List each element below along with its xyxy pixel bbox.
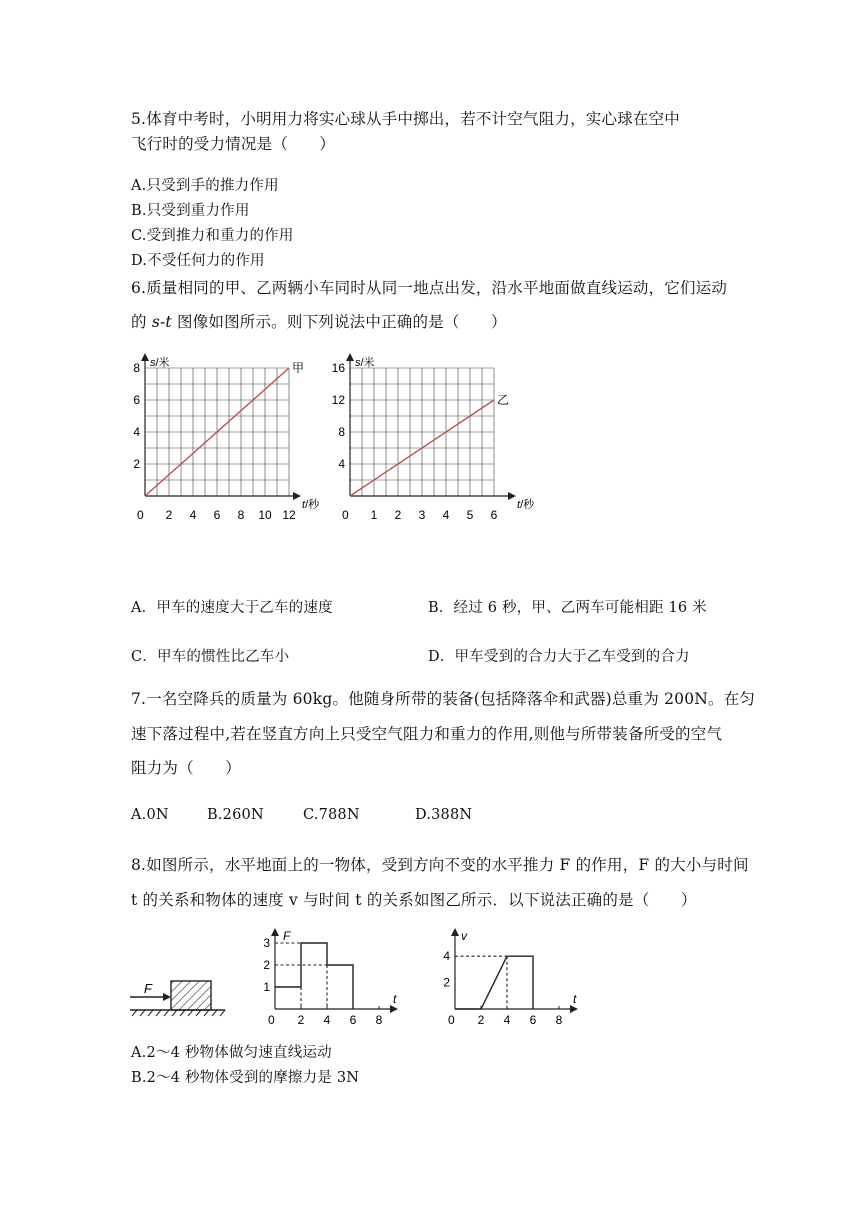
chart-v-x-tick: 2 xyxy=(477,1013,485,1027)
q8-option-a: A.2～4 秒物体做匀速直线运动 xyxy=(131,1045,332,1061)
chart-f-ylabel: F xyxy=(283,929,291,943)
chart-jia-xlabel: t/秒 xyxy=(302,499,320,511)
chart-jia-series-label: 甲 xyxy=(292,361,305,375)
chart-jia-x-tick: 2 xyxy=(165,508,173,522)
chart-jia-origin: 0 xyxy=(137,508,144,522)
ground-hatching xyxy=(132,1010,225,1016)
q8-option-b: B.2～4 秒物体受到的摩擦力是 3N xyxy=(131,1070,360,1086)
chart-yi-y-tick: 4 xyxy=(338,457,345,471)
q5-stem-line2: 飞行时的受力情况是（ ） xyxy=(131,135,336,153)
q7-option-c: C.788N xyxy=(303,807,360,823)
block xyxy=(171,981,211,1010)
q6-option-a: A．甲车的速度大于乙车的速度 xyxy=(131,600,333,616)
chart-f-x-tick: 6 xyxy=(349,1013,357,1027)
chart-yi-y-tick: 16 xyxy=(331,361,345,375)
chart-yi-x-tick: 4 xyxy=(442,508,450,522)
chart-yi-y-tick: 12 xyxy=(331,393,345,407)
chart-yi-x-arrow xyxy=(508,492,516,500)
chart-f-series-line xyxy=(275,943,353,1009)
chart-jia xyxy=(125,352,330,524)
chart-velocity-time xyxy=(435,925,585,1030)
q7-option-a: A.0N xyxy=(131,807,169,823)
q6-option-b: B．经过 6 秒，甲、乙两车可能相距 16 米 xyxy=(428,600,707,616)
q7-stem-line3: 阻力为（ ） xyxy=(131,759,241,777)
chart-v-y-arrow xyxy=(451,928,459,936)
chart-jia-x-tick: 10 xyxy=(258,508,272,522)
q5-option-c: C.受到推力和重力的作用 xyxy=(131,228,294,244)
chart-yi-x-tick: 2 xyxy=(394,508,402,522)
chart-v-x-tick: 8 xyxy=(555,1013,563,1027)
q6-option-c: C．甲车的惯性比乙车小 xyxy=(131,649,290,665)
chart-v-ylabel: v xyxy=(461,929,467,943)
chart-yi-x-tick: 6 xyxy=(490,508,498,522)
chart-yi-y-tick: 8 xyxy=(338,425,345,439)
q7-stem-line2: 速下落过程中,若在竖直方向上只受空气阻力和重力的作用,则他与所带装备所受的空气 xyxy=(131,725,723,743)
block-on-ground-figure xyxy=(127,968,227,1024)
chart-v-x-tick: 6 xyxy=(529,1013,537,1027)
chart-v-origin: 0 xyxy=(448,1013,455,1027)
chart-v-y-tick: 2 xyxy=(443,975,450,990)
q6-stem-line1: 6.质量相同的甲、乙两辆小车同时从同一地点出发，沿水平地面做直线运动，它们运动 xyxy=(131,279,728,297)
chart-jia-x-tick: 12 xyxy=(282,508,296,522)
chart-yi-grid xyxy=(350,368,494,496)
chart-v-xlabel: t xyxy=(573,992,577,1006)
chart-yi-x-tick: 1 xyxy=(370,508,378,522)
q6-option-d: D．甲车受到的合力大于乙车受到的合力 xyxy=(428,649,690,665)
chart-f-x-arrow xyxy=(390,1005,398,1013)
chart-v-y-tick: 4 xyxy=(443,949,450,964)
chart-yi-ylabel: s/米 xyxy=(355,357,375,369)
chart-jia-x-tick: 8 xyxy=(237,508,245,522)
q6-stem-st: s-t xyxy=(151,313,172,331)
chart-f-y-tick: 1 xyxy=(263,980,270,994)
chart-f-x-tick: 4 xyxy=(323,1013,331,1027)
chart-jia-x-tick: 6 xyxy=(213,508,221,522)
q6-stem-line2: 的 s-t 图像如图所示。则下列说法中正确的是（ ） xyxy=(131,313,507,331)
force-arrow-head xyxy=(163,993,171,1001)
chart-jia-y-tick: 2 xyxy=(133,457,140,471)
chart-yi-origin: 0 xyxy=(342,508,349,522)
chart-yi xyxy=(330,352,545,524)
q8-stem-line1: 8.如图所示，水平地面上的一物体，受到方向不变的水平推力 F 的作用，F 的大小与时间 xyxy=(131,856,749,874)
chart-f-y-arrow xyxy=(271,928,279,936)
chart-f-xlabel: t xyxy=(393,992,397,1006)
q7-option-b: B.260N xyxy=(207,807,264,823)
force-label: F xyxy=(144,981,152,996)
q5-option-d: D.不受任何力的作用 xyxy=(131,253,265,269)
chart-jia-y-arrow xyxy=(141,353,149,361)
chart-jia-ylabel: s/米 xyxy=(150,357,170,369)
chart-yi-x-tick: 3 xyxy=(418,508,426,522)
chart-v-series-line xyxy=(455,956,533,1009)
q7-stem-line1: 7.一名空降兵的质量为 60kg。他随身所带的装备(包括降落伞和武器)总重为 200N。在匀 xyxy=(131,690,756,708)
chart-yi-y-arrow xyxy=(346,353,354,361)
q5-option-b: B.只受到重力作用 xyxy=(131,203,250,219)
chart-yi-xlabel: t/秒 xyxy=(517,499,535,511)
chart-jia-y-tick: 6 xyxy=(133,393,140,407)
chart-jia-y-tick: 4 xyxy=(133,425,140,439)
chart-v-x-arrow xyxy=(570,1005,578,1013)
chart-jia-y-tick: 8 xyxy=(133,361,140,375)
chart-yi-x-tick: 5 xyxy=(466,508,474,522)
chart-jia-x-arrow xyxy=(293,492,301,500)
chart-jia-x-tick: 4 xyxy=(189,508,197,522)
chart-force-time xyxy=(255,925,405,1030)
q5-stem-line1: 5.体育中考时，小明用力将实心球从手中掷出，若不计空气阻力，实心球在空中 xyxy=(131,110,680,128)
q7-option-d: D.388N xyxy=(415,807,473,823)
chart-v-x-tick: 4 xyxy=(503,1013,511,1027)
q5-option-a: A.只受到手的推力作用 xyxy=(131,178,279,194)
chart-f-y-tick: 3 xyxy=(263,936,270,950)
chart-f-x-tick: 2 xyxy=(297,1013,305,1027)
chart-yi-series-label: 乙 xyxy=(497,393,510,407)
chart-f-origin: 0 xyxy=(268,1013,275,1027)
chart-f-y-tick: 2 xyxy=(263,958,270,972)
q8-stem-line2: t 的关系和物体的速度 v 与时间 t 的关系如图乙所示．以下说法正确的是（ ） xyxy=(131,891,697,909)
chart-f-x-tick: 8 xyxy=(375,1013,383,1027)
